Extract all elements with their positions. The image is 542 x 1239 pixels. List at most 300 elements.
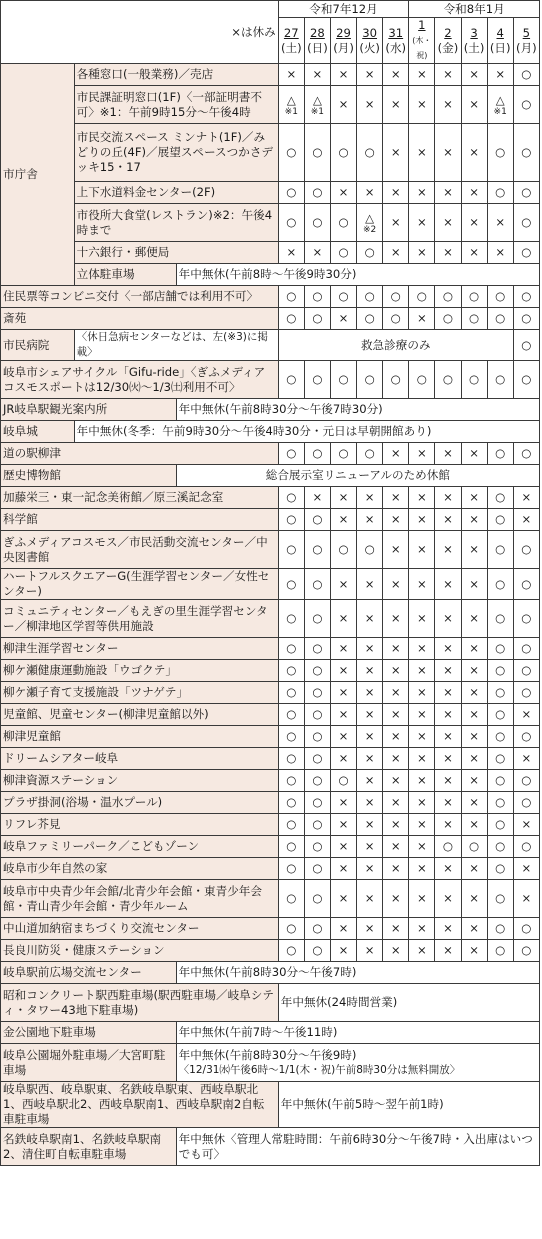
status-mark: [304, 531, 330, 569]
status-mark: [409, 531, 435, 569]
status-symbol: ×: [469, 817, 479, 831]
status-mark: [278, 86, 304, 124]
status-mark: [513, 660, 539, 682]
status-symbol: ○: [286, 185, 297, 199]
status-symbol: ○: [495, 542, 506, 556]
status-mark: [304, 726, 330, 748]
status-symbol: ×: [312, 245, 323, 259]
status-mark: [330, 726, 356, 748]
status-mark: [513, 124, 539, 182]
status-symbol: ○: [286, 446, 297, 460]
status-mark: [330, 836, 356, 858]
table-row: [1, 836, 540, 858]
status-symbol: ○: [364, 311, 375, 325]
status-mark: [357, 880, 383, 918]
status-mark: [330, 704, 356, 726]
status-symbol: ○: [495, 891, 506, 905]
status-mark: [461, 204, 487, 242]
status-symbol: ○: [495, 839, 506, 853]
status-mark: [383, 487, 409, 509]
table-row: [1, 600, 540, 638]
status-symbol: ×: [521, 817, 532, 831]
status-mark: [409, 682, 435, 704]
status-symbol: ○: [312, 751, 323, 765]
status-symbol: ×: [443, 861, 453, 875]
table-row: [1, 858, 540, 880]
status-mark: [330, 792, 356, 814]
date-header: [278, 18, 304, 64]
status-mark: [409, 940, 435, 962]
status-symbol: ○: [495, 641, 506, 655]
facility-name: 中山道加納宿まちづくり交流センター: [1, 918, 279, 940]
status-symbol: ×: [416, 245, 427, 259]
status-symbol: ○: [312, 311, 323, 325]
status-symbol: ○: [286, 641, 297, 655]
status-symbol: ×: [390, 729, 401, 743]
table-row: [1, 638, 540, 660]
status-mark: [487, 242, 513, 264]
date-header: [409, 18, 435, 64]
status-symbol: ○: [521, 921, 532, 935]
status-symbol: ○: [390, 311, 401, 325]
facility-name: 柳ケ瀬健康運動施設「ウゴクテ」: [1, 660, 279, 682]
status-mark: [409, 858, 435, 880]
facility-name: 立体駐車場: [74, 264, 176, 286]
status-mark: [461, 748, 487, 770]
status-symbol: ×: [416, 663, 427, 677]
status-mark: [278, 814, 304, 836]
status-mark: [461, 638, 487, 660]
status-symbol: ×: [469, 685, 479, 699]
status-mark: [304, 361, 330, 399]
table-row: [1, 792, 540, 814]
status-symbol: ○: [364, 542, 375, 556]
status-symbol: ○: [521, 289, 532, 303]
status-mark: [304, 242, 330, 264]
status-symbol: ○: [495, 372, 506, 386]
status-symbol: ○: [521, 245, 532, 259]
status-symbol: ○: [521, 839, 532, 853]
status-symbol: ×: [364, 512, 375, 526]
status-mark: [461, 770, 487, 792]
status-mark: [357, 86, 383, 124]
status-symbol: ○: [495, 773, 506, 787]
status-symbol: ×: [390, 943, 401, 957]
status-mark: [304, 443, 330, 465]
status-symbol: ○: [286, 542, 297, 556]
status-symbol: ×: [443, 729, 453, 743]
status-mark: [304, 918, 330, 940]
status-mark: [304, 660, 330, 682]
table-row: [1, 940, 540, 962]
date-header: [357, 18, 383, 64]
status-mark: [304, 182, 330, 204]
status-mark: [409, 308, 435, 330]
status-symbol: ×: [416, 817, 427, 831]
date-number: 4: [496, 25, 504, 40]
status-mark: [461, 242, 487, 264]
status-symbol: ○: [312, 289, 323, 303]
status-mark: [278, 748, 304, 770]
status-symbol: ○: [521, 611, 532, 625]
status-mark: [435, 918, 461, 940]
status-symbol: ×: [390, 490, 401, 504]
status-symbol: ×: [338, 67, 349, 81]
status-mark: [304, 814, 330, 836]
status-symbol: ○: [286, 773, 297, 787]
status-mark: [330, 361, 356, 399]
table-row: [1, 704, 540, 726]
status-symbol: ×: [416, 311, 427, 325]
status-mark: [435, 600, 461, 638]
status-mark: [278, 858, 304, 880]
status-mark: [409, 704, 435, 726]
status-symbol: ○: [338, 145, 349, 159]
status-symbol: ×: [416, 641, 427, 655]
status-symbol: ×: [364, 490, 375, 504]
status-symbol: ×: [469, 641, 479, 655]
status-symbol: △: [312, 92, 322, 107]
status-symbol: ×: [364, 861, 375, 875]
status-symbol: ×: [338, 185, 349, 199]
status-symbol: ×: [469, 891, 479, 905]
hours-main: 年中無休(午前8時30分～午後9時): [178, 1047, 357, 1062]
facility-name: 岐阜市少年自然の家: [1, 858, 279, 880]
status-symbol: ×: [521, 512, 532, 526]
status-mark: [383, 836, 409, 858]
hours-text: 年中無休(午前8時～午後9時30分): [176, 264, 539, 286]
hours-main: 年中無休〈管理人常駐時間：午前6時30分～午後7時・入出庫はいつでも可〉: [178, 1131, 533, 1161]
facility-name: ぎふメディアコスモス／市民活動交流センター／中央図書館: [1, 531, 279, 569]
status-symbol: ×: [416, 685, 427, 699]
status-symbol: ○: [521, 311, 532, 325]
status-mark: [383, 124, 409, 182]
status-symbol: ×: [338, 751, 349, 765]
hours-main: 年中無休(午前8時30分～午後7時): [178, 965, 357, 979]
status-symbol: ○: [521, 576, 532, 591]
status-mark: [357, 660, 383, 682]
status-symbol: ○: [521, 542, 532, 556]
status-mark: [278, 509, 304, 531]
status-mark: [435, 814, 461, 836]
status-mark: [435, 638, 461, 660]
status-mark: [461, 726, 487, 748]
status-mark: [330, 880, 356, 918]
status-mark: [278, 64, 304, 86]
status-mark: [409, 792, 435, 814]
status-symbol: ○: [521, 215, 532, 229]
weekday-label: (水): [385, 40, 407, 55]
status-symbol: ×: [416, 943, 427, 957]
status-symbol: ○: [521, 663, 532, 677]
status-symbol: ×: [521, 751, 532, 765]
status-mark: ○: [513, 330, 539, 361]
status-mark: [487, 880, 513, 918]
status-symbol: ×: [416, 542, 427, 556]
status-symbol: ×: [521, 891, 532, 905]
status-symbol: ×: [390, 685, 401, 699]
status-symbol: ×: [390, 839, 401, 853]
status-symbol: ○: [495, 490, 506, 504]
status-symbol: ×: [364, 891, 375, 905]
status-symbol: ×: [390, 891, 401, 905]
status-symbol: ○: [286, 751, 297, 765]
status-symbol: ×: [338, 839, 349, 853]
status-symbol: ○: [286, 861, 297, 875]
status-symbol: ×: [338, 817, 349, 831]
status-mark: [435, 509, 461, 531]
legend-note: ×は休み: [1, 1, 279, 64]
status-mark: [461, 660, 487, 682]
status-symbol: ○: [495, 729, 506, 743]
status-symbol: ×: [469, 729, 479, 743]
status-mark: [383, 64, 409, 86]
status-mark: [435, 704, 461, 726]
status-mark: [330, 660, 356, 682]
status-mark: [357, 918, 383, 940]
status-mark: [330, 242, 356, 264]
status-mark: [435, 748, 461, 770]
status-mark: [487, 660, 513, 682]
table-row: [1, 1082, 540, 1128]
status-symbol: ×: [443, 215, 453, 229]
status-mark: [304, 487, 330, 509]
status-mark: [435, 531, 461, 569]
status-mark: [487, 443, 513, 465]
status-mark: [304, 509, 330, 531]
status-mark: [487, 124, 513, 182]
status-symbol: ×: [390, 611, 401, 625]
status-mark: [278, 124, 304, 182]
status-mark: [409, 124, 435, 182]
status-mark: [330, 918, 356, 940]
status-mark: [513, 940, 539, 962]
status-symbol: ○: [312, 707, 323, 721]
status-symbol: ×: [416, 861, 427, 875]
status-symbol: ×: [286, 67, 297, 81]
facility-name: 各種窓口(一般業務)／売店: [74, 64, 278, 86]
status-symbol: ×: [469, 67, 479, 81]
status-symbol: ○: [469, 311, 480, 325]
status-symbol: ○: [286, 921, 297, 935]
status-symbol: ○: [338, 245, 349, 259]
status-mark: [461, 569, 487, 600]
table-row: [1, 399, 540, 421]
status-symbol: ×: [443, 921, 453, 935]
status-symbol: ○: [286, 685, 297, 699]
status-mark: [487, 286, 513, 308]
status-symbol: ○: [469, 289, 480, 303]
status-symbol: ×: [390, 542, 401, 556]
facility-name: リフレ芥見: [1, 814, 279, 836]
status-mark: [330, 858, 356, 880]
status-mark: [278, 726, 304, 748]
status-symbol: ×: [338, 921, 349, 935]
table-row: [1, 421, 540, 443]
status-symbol: ×: [469, 773, 479, 787]
status-mark: [304, 792, 330, 814]
status-symbol: ×: [469, 512, 479, 526]
status-mark: [487, 858, 513, 880]
status-mark: [330, 600, 356, 638]
status-symbol: ×: [443, 576, 453, 591]
table-row: [1, 962, 540, 984]
status-mark: [357, 600, 383, 638]
status-mark: [435, 792, 461, 814]
status-symbol: ○: [312, 663, 323, 677]
status-mark: [357, 509, 383, 531]
status-mark: [330, 286, 356, 308]
status-mark: [435, 858, 461, 880]
status-mark: [513, 638, 539, 660]
status-mark: [383, 286, 409, 308]
status-mark: [357, 704, 383, 726]
status-mark: [383, 600, 409, 638]
status-symbol: ○: [312, 839, 323, 853]
status-symbol: ○: [286, 817, 297, 831]
status-symbol: ○: [286, 512, 297, 526]
status-mark: [487, 531, 513, 569]
status-mark: [461, 792, 487, 814]
hours-text: [176, 1128, 539, 1166]
status-symbol: ○: [312, 542, 323, 556]
status-symbol: ×: [364, 185, 375, 199]
status-symbol: ×: [364, 729, 375, 743]
status-mark: [461, 443, 487, 465]
status-mark: [304, 600, 330, 638]
status-mark: [487, 748, 513, 770]
status-mark: [513, 86, 539, 124]
status-mark: [435, 64, 461, 86]
status-symbol: ×: [364, 751, 375, 765]
status-symbol: ×: [495, 67, 506, 81]
table-row: [1, 569, 540, 600]
status-mark: [383, 814, 409, 836]
status-mark: [409, 204, 435, 242]
status-symbol: ○: [495, 663, 506, 677]
status-mark: [409, 64, 435, 86]
status-symbol: ○: [312, 773, 323, 787]
status-mark: [357, 858, 383, 880]
table-row: [1, 443, 540, 465]
status-symbol: ○: [495, 751, 506, 765]
table-row: [1, 330, 540, 361]
status-mark: [357, 748, 383, 770]
status-mark: [409, 361, 435, 399]
facility-name: 柳津資源ステーション: [1, 770, 279, 792]
table-row: [1, 487, 540, 509]
status-symbol: ×: [416, 97, 427, 111]
status-symbol: ×: [416, 921, 427, 935]
status-mark: [357, 814, 383, 836]
status-symbol: ○: [495, 611, 506, 625]
status-symbol: ○: [286, 663, 297, 677]
hours-text: [176, 962, 539, 984]
status-mark: [383, 682, 409, 704]
status-mark: [409, 836, 435, 858]
table-row: [1, 1022, 540, 1044]
status-mark: [513, 182, 539, 204]
table-row: [1, 984, 540, 1022]
status-symbol: ×: [521, 490, 532, 504]
status-symbol: ○: [286, 611, 297, 625]
status-mark: [513, 569, 539, 600]
status-symbol: ○: [312, 446, 323, 460]
date-header: [383, 18, 409, 64]
status-symbol: ○: [521, 97, 532, 111]
status-symbol: ○: [521, 446, 532, 460]
status-mark: [278, 242, 304, 264]
status-mark: [435, 569, 461, 600]
status-symbol: ×: [443, 773, 453, 787]
status-mark: [278, 531, 304, 569]
status-mark: [409, 487, 435, 509]
status-mark: [461, 182, 487, 204]
status-symbol: ×: [364, 795, 375, 809]
status-mark: [278, 638, 304, 660]
status-symbol: ×: [416, 185, 427, 199]
status-symbol: ○: [338, 289, 349, 303]
table-row: [1, 814, 540, 836]
status-mark: [513, 814, 539, 836]
status-symbol: ○: [521, 641, 532, 655]
status-symbol: ×: [521, 707, 532, 721]
status-mark: [461, 64, 487, 86]
status-mark: [357, 443, 383, 465]
facility-name: JR岐阜駅観光案内所: [1, 399, 177, 421]
status-mark: [461, 682, 487, 704]
status-symbol: ×: [286, 245, 297, 259]
status-mark: [487, 308, 513, 330]
status-mark: [435, 487, 461, 509]
status-symbol: ×: [443, 795, 453, 809]
status-symbol: ×: [416, 446, 427, 460]
status-mark: [330, 487, 356, 509]
status-symbol: ○: [312, 817, 323, 831]
status-mark: [513, 770, 539, 792]
status-symbol: ×: [469, 542, 479, 556]
table-row: [1, 1044, 540, 1082]
status-mark: [330, 182, 356, 204]
status-mark: [487, 487, 513, 509]
status-symbol: ×: [390, 215, 401, 229]
status-symbol: ○: [286, 215, 297, 229]
facility-name: 住民票等コンビニ交付〈一部店舗では利用不可〉: [1, 286, 279, 308]
status-symbol: ×: [338, 795, 349, 809]
status-symbol: ×: [364, 663, 375, 677]
weekday-label: (月): [333, 40, 354, 55]
status-mark: [461, 704, 487, 726]
status-symbol: ○: [286, 311, 297, 325]
status-symbol: ×: [416, 795, 427, 809]
status-mark: [487, 64, 513, 86]
status-mark: [461, 880, 487, 918]
date-number: 30: [362, 25, 378, 40]
weekday-label: (金): [437, 40, 459, 55]
facility-name: 上下水道料金センター(2F): [74, 182, 278, 204]
status-mark: [383, 858, 409, 880]
status-symbol: ×: [443, 145, 453, 159]
status-symbol: ×: [364, 921, 375, 935]
status-mark: [435, 443, 461, 465]
status-symbol: ○: [495, 512, 506, 526]
status-mark: [513, 204, 539, 242]
status-symbol: ○: [338, 446, 349, 460]
facility-name: 斎苑: [1, 308, 279, 330]
status-mark: [513, 531, 539, 569]
status-symbol: ×: [364, 67, 375, 81]
status-symbol: ×: [443, 97, 453, 111]
